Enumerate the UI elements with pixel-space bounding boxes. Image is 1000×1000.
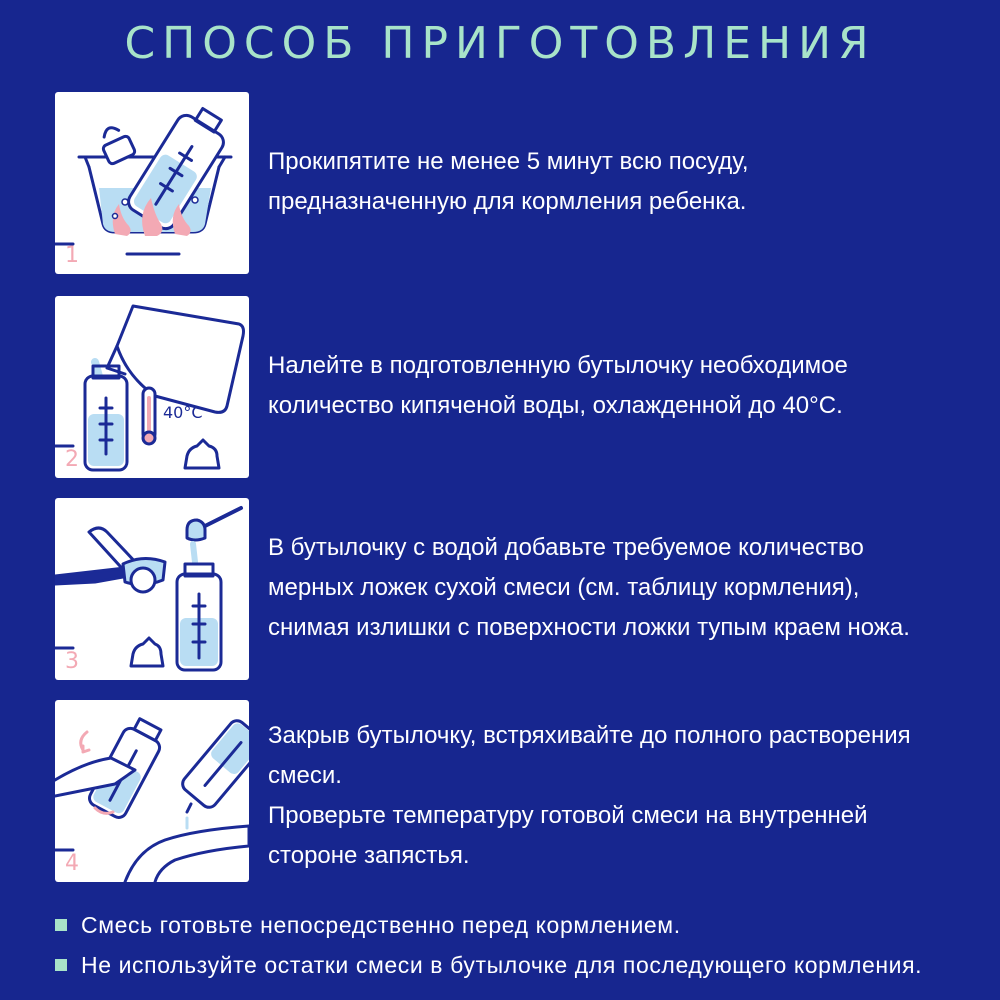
bullet-square-icon: [55, 959, 67, 971]
step-2-line: количество кипяченой воды, охлажденной до 40°C.: [268, 392, 843, 419]
note-text: Смесь готовьте непосредственно перед кормлением.: [81, 912, 681, 938]
note-item: [55, 905, 975, 945]
notes-list: [55, 905, 975, 985]
step-4-line: Проверьте температуру готовой смеси на внутренней: [268, 802, 868, 829]
shake-bottle-icon: [55, 700, 249, 882]
step-4-line: Закрыв бутылочку, встряхивайте до полного растворения: [268, 722, 911, 749]
step-2-text: [268, 346, 948, 426]
step-4-number: 4: [65, 851, 79, 876]
step-2-number: 2: [65, 447, 79, 472]
step-2: [55, 296, 955, 478]
note-item: [55, 945, 975, 985]
step-1: [55, 92, 955, 274]
pouring-water-icon: [55, 296, 249, 478]
note-text: Не используйте остатки смеси в бутылочке для последующего кормления.: [81, 952, 923, 978]
step-1-line: предназначенную для кормления ребенка.: [268, 188, 747, 215]
step-4-line: стороне запястья.: [268, 842, 470, 869]
step-3-line: снимая излишки с поверхности ложки тупым краем ножа.: [268, 614, 910, 641]
step-1-illustration-card: [55, 92, 249, 274]
step-3-illustration-card: [55, 498, 249, 680]
step-1-number: 1: [65, 243, 79, 268]
step-1-line: Прокипятите не менее 5 минут всю посуду,: [268, 148, 749, 175]
measuring-scoop-icon: [55, 498, 249, 680]
step-3-number: 3: [65, 649, 79, 674]
page-title: СПОСОБ ПРИГОТОВЛЕНИЯ: [124, 18, 876, 69]
step-3-line: мерных ложек сухой смеси (см. таблицу кормления),: [268, 574, 860, 601]
step-4: [55, 700, 955, 882]
step-3-text: [268, 528, 948, 648]
bullet-square-icon: [55, 919, 67, 931]
boiling-pot-icon: [55, 92, 249, 274]
step-3: [55, 498, 955, 680]
step-4-line: смеси.: [268, 762, 342, 789]
step-4-text: [268, 716, 948, 876]
step-4-illustration-card: [55, 700, 249, 882]
thermometer-label: 40°C: [163, 403, 203, 422]
step-2-line: Налейте в подготовленную бутылочку необходимое: [268, 352, 848, 379]
step-2-illustration-card: [55, 296, 249, 478]
step-3-line: В бутылочку с водой добавьте требуемое количество: [268, 534, 864, 561]
step-1-text: [268, 142, 948, 222]
